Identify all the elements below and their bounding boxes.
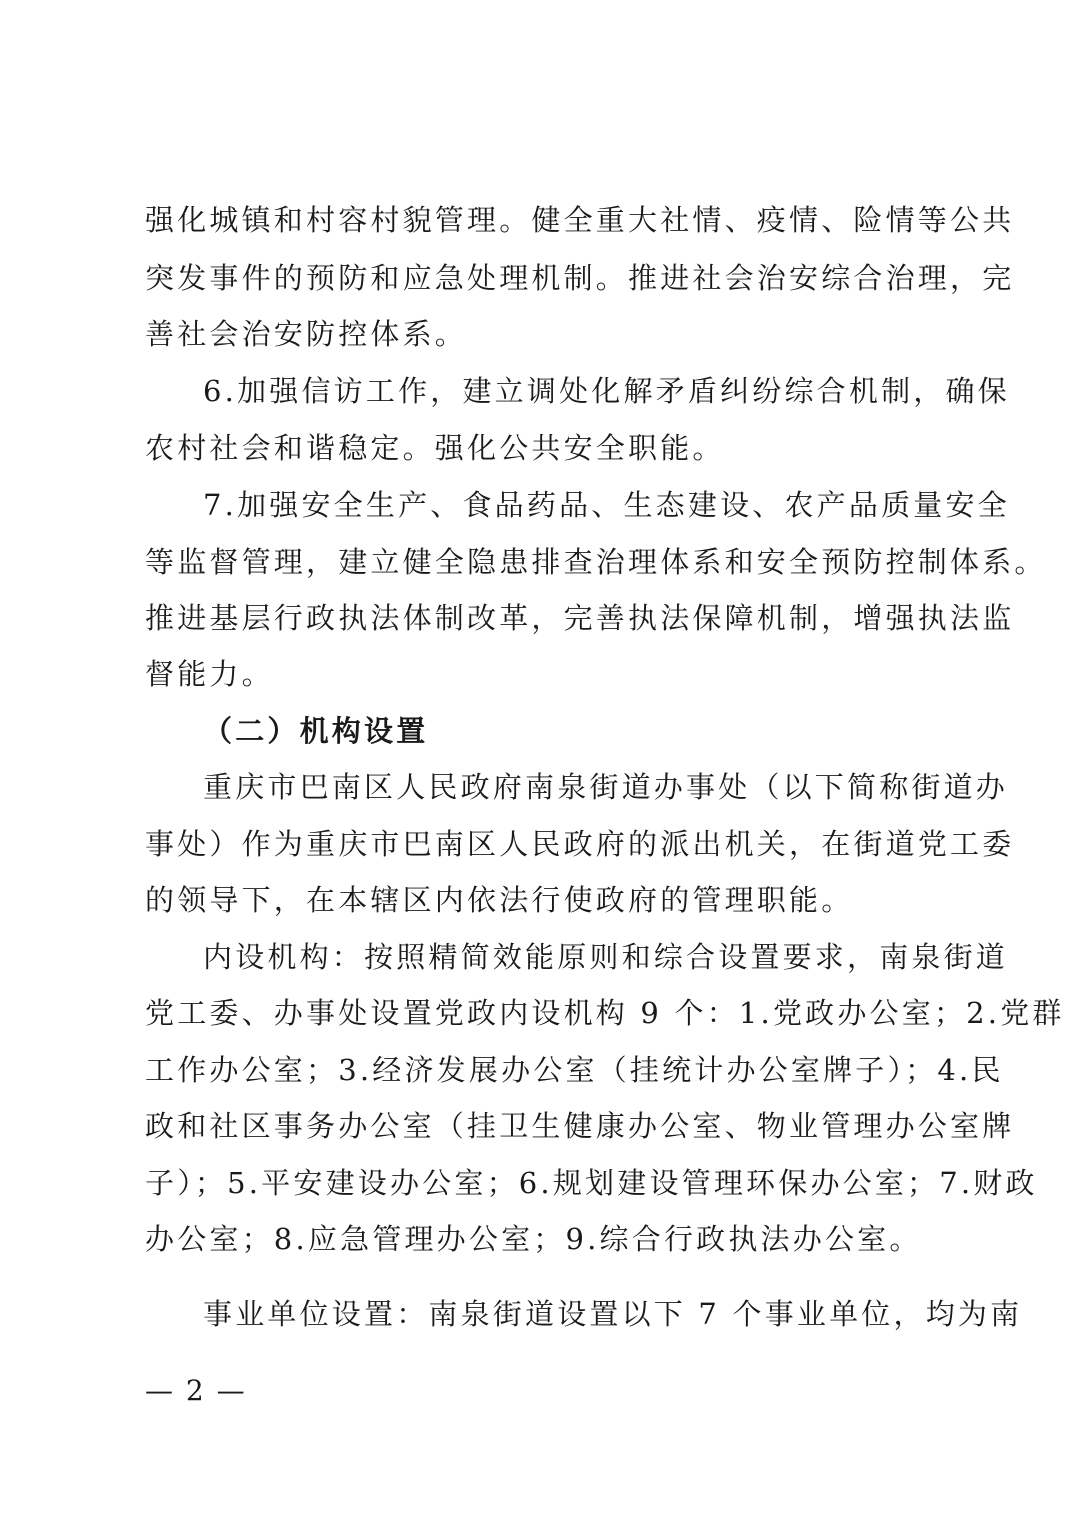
body-text-line: 内设机构：按照精简效能原则和综合设置要求，南泉街道	[203, 940, 1009, 974]
body-text-line: 办公室；8.应急管理办公室；9.综合行政执法办公室。	[145, 1222, 922, 1256]
page-number: — 2 —	[145, 1374, 247, 1407]
body-text-line: 强化城镇和村容村貌管理。健全重大社情、疫情、险情等公共	[145, 203, 1015, 237]
body-text-line: 农村社会和谐稳定。强化公共安全职能。	[145, 431, 725, 465]
body-text-line: 的领导下，在本辖区内依法行使政府的管理职能。	[145, 883, 854, 917]
body-text-line: 政和社区事务办公室（挂卫生健康办公室、物业管理办公室牌	[145, 1109, 1015, 1143]
body-text-line: 重庆市巴南区人民政府南泉街道办事处（以下简称街道办	[203, 770, 1009, 804]
body-text-line: 事业单位设置：南泉街道设置以下 7 个事业单位，均为南	[203, 1297, 1023, 1331]
body-text-line: 督能力。	[145, 657, 274, 691]
body-text-line: 推进基层行政执法体制改革，完善执法保障机制，增强执法监	[145, 601, 1015, 635]
body-text-line: 善社会治安防控体系。	[145, 317, 468, 351]
body-text-line: 子）；5.平安建设办公室；6.规划建设管理环保办公室；7.财政	[145, 1166, 1038, 1200]
body-text-line: 等监督管理，建立健全隐患排查治理体系和安全预防控制体系。	[145, 545, 1047, 579]
body-text-line: 事处）作为重庆市巴南区人民政府的派出机关，在街道党工委	[145, 827, 1015, 861]
body-text-line: 工作办公室；3.经济发展办公室（挂统计办公室牌子）；4.民	[145, 1053, 1004, 1087]
body-text-line: 7.加强安全生产、食品药品、生态建设、农产品质量安全	[203, 488, 1010, 522]
body-text-line: 突发事件的预防和应急处理机制。推进社会治安综合治理，完	[145, 261, 1015, 295]
body-text-line: 6.加强信访工作，建立调处化解矛盾纠纷综合机制，确保	[203, 374, 1010, 408]
section-heading: （二）机构设置	[203, 714, 429, 748]
body-text-line: 党工委、办事处设置党政内设机构 9 个：1.党政办公室；2.党群	[145, 996, 1065, 1030]
